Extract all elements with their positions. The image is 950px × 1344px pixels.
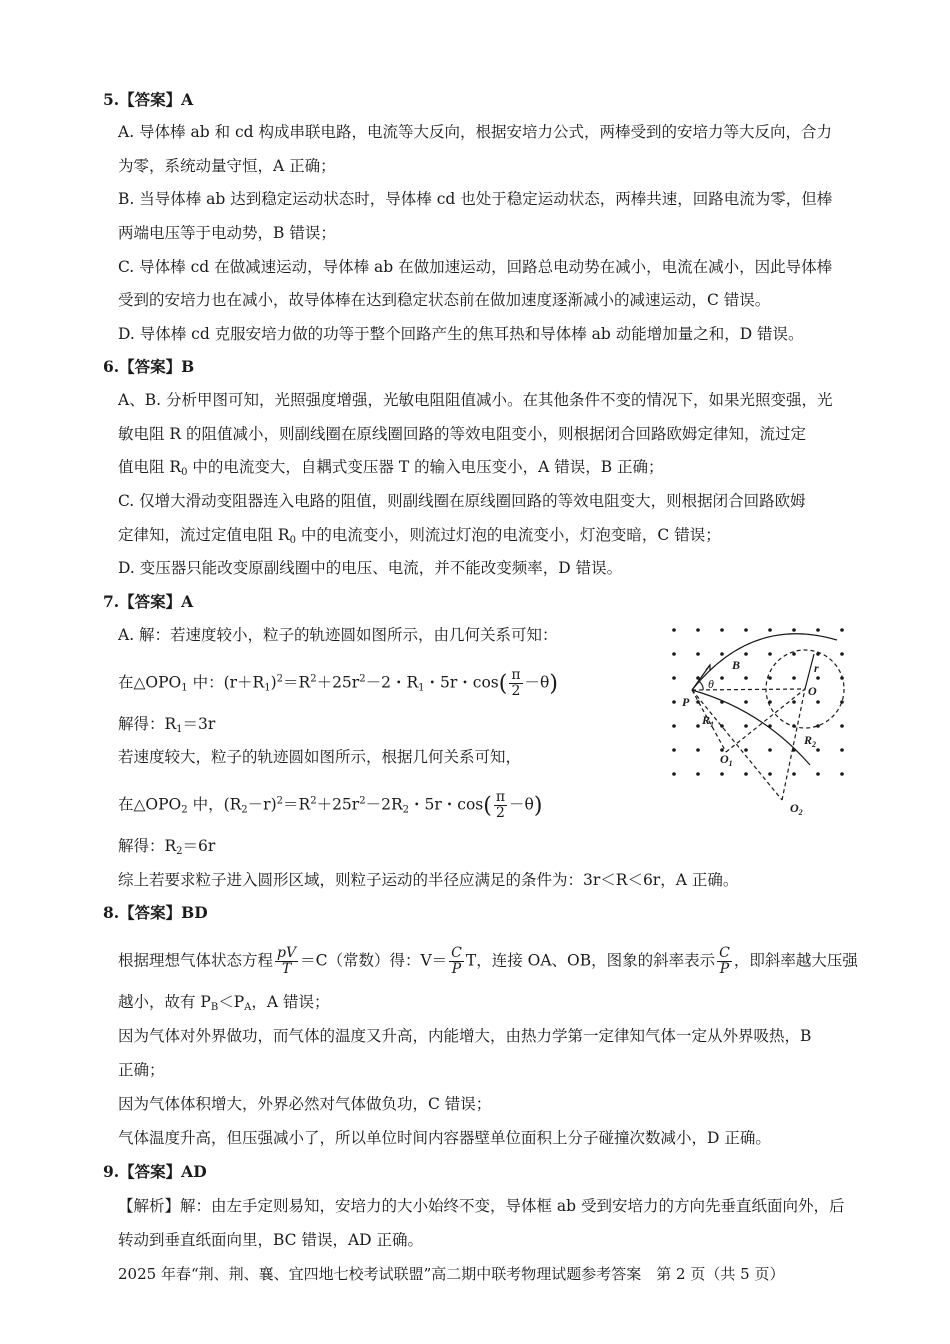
field-dot <box>768 748 772 752</box>
q8-line4: 正确； <box>118 1061 165 1079</box>
q7-equation-1: 在$\triangle OPO_1$ 中：$(r+R_1)^2=R^2+25r^2-2$・$R_1$・5r・cos( $\frac{\pi}{2}$ －θ) <box>118 667 558 699</box>
q8-line1: 根据理想气体状态方程 $\frac{pV}{T}$ ＝C（常数）得：V＝ $\frac{C}{P}$ T，连接 OA、OB，图象的斜率表示 $\frac{C}{P}$ ，即斜率越大压强 <box>118 945 858 977</box>
field-dot <box>840 628 844 632</box>
q6-title: 6.【答案】B <box>103 357 195 376</box>
field-dot <box>696 628 700 632</box>
q7-trajectory-figure <box>662 620 852 820</box>
q7-line1: A. 解：若速度较小，粒子的轨迹圆如图所示，由几何关系可知： <box>118 626 558 644</box>
field-dot <box>744 652 748 656</box>
label-R2: $R_2$ <box>804 733 817 749</box>
label-R1: $R_1$ <box>702 713 715 729</box>
field-dot <box>792 652 796 656</box>
field-dot <box>816 676 820 680</box>
q9-line2: 转动到垂直纸面向里，BC 错误，AD 正确。 <box>118 1231 424 1249</box>
field-dot <box>696 748 700 752</box>
field-dot <box>672 628 676 632</box>
field-dot <box>672 724 676 728</box>
line-O1O <box>726 689 805 752</box>
q6-option-ab-line2: 敏电阻 R 的阻值减小，则副线圈在原线圈回路的等效电阻变小，则根据闭合回路欧姆定律知，流过定 <box>118 425 807 443</box>
field-dot <box>744 628 748 632</box>
field-dot <box>672 700 676 704</box>
field-dot <box>672 772 676 776</box>
q7-solution-1: 解得：$R_1=3r$ <box>118 715 216 735</box>
q5-option-b-line1: B. 当导体棒 ab 达到稳定运动状态时，导体棒 cd 也处于稳定运动状态，两棒共速，回路电流为零，但棒 <box>118 190 833 208</box>
field-dot <box>720 772 724 776</box>
q7-line2: 若速度较大，粒子的轨迹圆如图所示，根据几何关系可知， <box>118 748 522 766</box>
q6-option-c-line2: 定律知，流过定值电阻 $R_0$ 中的电流变小，则流过灯泡的电流变小，灯泡变暗，C 错误； <box>118 526 721 546</box>
field-dot <box>840 772 844 776</box>
field-dot <box>696 652 700 656</box>
field-dot <box>816 700 820 704</box>
field-dot <box>720 652 724 656</box>
field-dot <box>816 628 820 632</box>
q8-line3: 因为气体对外界做功，而气体的温度又升高，内能增大，由热力学第一定律知气体一定从外界吸热，B <box>118 1027 812 1045</box>
field-dot <box>720 676 724 680</box>
field-dot <box>744 700 748 704</box>
field-dot <box>840 748 844 752</box>
label-P: P <box>682 695 690 709</box>
field-dot <box>792 700 796 704</box>
theta-arc <box>699 681 703 690</box>
q5-option-c-line2: 受到的安培力也在减小，故导体棒在达到稳定状态前在做加速度逐渐减小的减速运动，C 错误。 <box>118 291 771 309</box>
q8-line6: 气体温度升高，但压强减小了，所以单位时间内容器壁单位面积上分子碰撞次数减小，D 正确。 <box>118 1129 771 1147</box>
label-r: r <box>814 661 819 675</box>
field-dot <box>768 772 772 776</box>
q7-equation-2: 在$\triangle OPO_2$ 中，$(R_2-r)^2=R^2+25r^2-2R_2$・5r・cos( $\frac{\pi}{2}$ －θ) <box>118 789 543 821</box>
q6-option-ab-line1: A、B. 分析甲图可知，光照强度增强，光敏电阻阻值减小。在其他条件不变的情况下，如果光照变强，光 <box>118 391 833 409</box>
q5-option-a-line2: 为零，系统动量守恒，A 正确； <box>118 157 336 175</box>
field-dot <box>816 748 820 752</box>
label-B: B <box>732 658 741 672</box>
q5-option-b-line2: 两端电压等于电动势，B 错误； <box>118 224 336 242</box>
q5-option-d-line1: D. 导体棒 cd 克服安培力做的功等于整个回路产生的焦耳热和导体棒 ab 动能增加量之和，D 错误。 <box>118 325 804 343</box>
label-O1: $O_1$ <box>720 752 733 768</box>
field-dot <box>672 652 676 656</box>
field-dot <box>768 652 772 656</box>
q6-option-c-line1: C. 仅增大滑动变阻器连入电路的阻值，则副线圈在原线圈回路的等效电阻变大，则根据闭合回路欧姆 <box>118 492 806 510</box>
velocity-arrowhead <box>706 665 710 671</box>
field-dot <box>792 628 796 632</box>
label-O: O <box>808 684 817 698</box>
q5-option-a-line1: A. 导体棒 ab 和 cd 构成串联电路，电流等大反向，根据安培力公式，两棒受到的安培力等大反向，合力 <box>118 123 833 141</box>
field-dot <box>672 676 676 680</box>
field-dot <box>792 772 796 776</box>
line-O2O <box>782 689 805 800</box>
q9-title: 9.【答案】AD <box>103 1162 207 1181</box>
label-O2: $O_2$ <box>790 801 803 817</box>
q8-title: 8.【答案】BD <box>103 903 208 922</box>
label-theta: θ <box>708 677 714 691</box>
field-dot <box>744 772 748 776</box>
field-dot <box>720 628 724 632</box>
q9-line1: 【解析】解：由左手定则易知，安培力的大小始终不变，导体框 ab 受到安培力的方向先垂直纸面向外，后 <box>118 1197 845 1215</box>
field-dot <box>792 676 796 680</box>
page-footer: 2025 年春“荆、荆、襄、宜四地七校考试联盟”高二期中联考物理试题参考答案 第 2 页（共 5 页） <box>118 1265 785 1283</box>
field-dot <box>768 676 772 680</box>
field-dot <box>744 676 748 680</box>
field-dot <box>744 724 748 728</box>
q5-option-c-line1: C. 导体棒 cd 在做减速运动，导体棒 ab 在做加速运动，回路总电动势在减小，电流在减小，因此导体棒 <box>118 258 833 276</box>
q6-option-ab-line3: 值电阻 $R_0$ 中的电流变大，自耦式变压器 T 的输入电压变小，A 错误，B 正确； <box>118 458 664 478</box>
field-dot <box>840 652 844 656</box>
line-PO2 <box>692 690 782 800</box>
field-dot <box>744 748 748 752</box>
q8-line2: 越小，故有 $P_B<P_A$，A 错误； <box>118 993 330 1013</box>
field-dot <box>840 724 844 728</box>
field-dot <box>816 772 820 776</box>
field-dot <box>696 772 700 776</box>
q6-option-d-line1: D. 变压器只能改变原副线圈中的电压、电流，并不能改变频率，D 错误。 <box>118 559 623 577</box>
q7-conclusion: 综上若要求粒子进入圆形区域，则粒子运动的半径应满足的条件为：3r＜R＜6r，A 正确。 <box>118 871 739 889</box>
q8-line5: 因为气体体积增大，外界必然对气体做负功，C 错误； <box>118 1095 492 1113</box>
q7-solution-2: 解得：$R_2=6r$ <box>118 837 216 857</box>
q7-title: 7.【答案】A <box>103 592 194 611</box>
field-dot <box>768 628 772 632</box>
magnetic-field-dots <box>672 628 844 776</box>
field-dot <box>672 748 676 752</box>
q5-title: 5.【答案】A <box>103 90 194 109</box>
field-dot <box>696 724 700 728</box>
